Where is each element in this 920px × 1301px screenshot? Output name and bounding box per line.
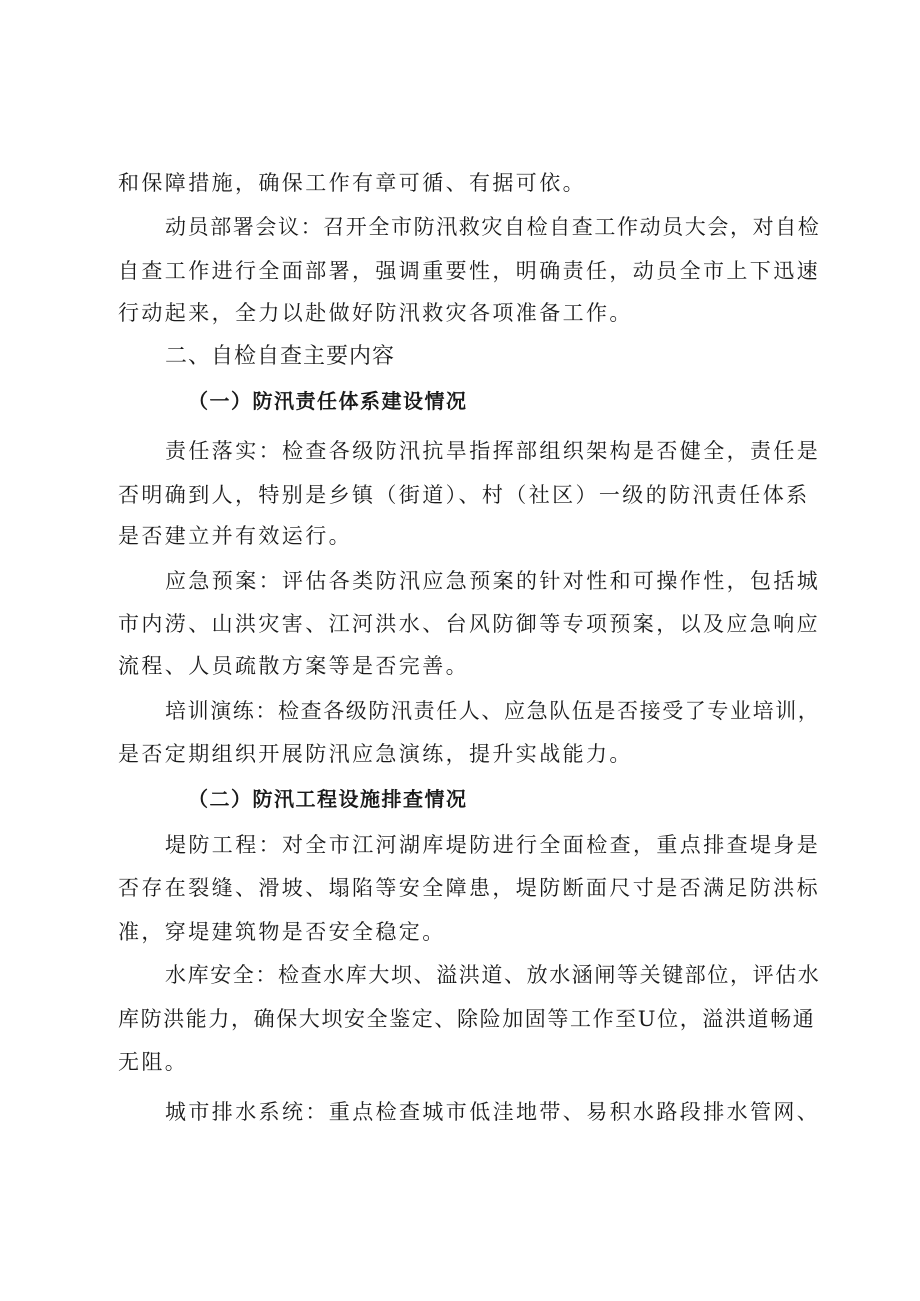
body-text-line: 否存在裂缝、滑坡、塌陷等安全障患，堤防断面尺寸是否满足防洪标 xyxy=(118,876,820,900)
body-text-line: 准，穿堤建筑物是否安全稳定。 xyxy=(118,920,446,944)
body-text-line: 流程、人员疏散方案等是否完善。 xyxy=(118,654,469,678)
body-text-line: 是否定期组织开展防汛应急演练，提升实战能力。 xyxy=(118,742,633,766)
body-text-line: 是否建立并有效运行。 xyxy=(118,524,352,548)
body-text-line: 应急预案：评估各类防汛应急预案的针对性和可操作性，包括城 xyxy=(165,569,821,593)
body-text-line: 城市排水系统：重点检查城市低洼地带、易积水路段排水管网、 xyxy=(165,1100,821,1124)
body-text-line: 自查工作进行全面部署，强调重要性，明确责任，动员全市上下迅速 xyxy=(118,259,820,283)
body-text-line: 行动起来，全力以赴做好防汛救灾各项准备工作。 xyxy=(118,301,633,325)
body-text-line: 无阻。 xyxy=(118,1050,189,1074)
body-text-line: 市内涝、山洪灾害、江河洪水、台风防御等专项预案，以及应急响应 xyxy=(118,612,820,636)
body-text-line: 堤防工程：对全市江河湖库堤防进行全面检查，重点排查堤身是 xyxy=(165,833,821,857)
body-text-line: 责任落实：检查各级防汛抗旱指挥部组织架构是否健全，责任是 xyxy=(165,439,821,463)
body-text-line: 水库安全：检查水库大坝、溢洪道、放水涵闸等关键部位，评估水 xyxy=(165,963,821,987)
section-heading: 二、自检自查主要内容 xyxy=(165,344,396,369)
body-text-line: 库防洪能力，确保大坝安全鉴定、除险加固等工作至U位，溢洪道畅通 xyxy=(118,1007,816,1031)
body-text-line: 和保障措施，确保工作有章可循、有据可依。 xyxy=(118,171,586,195)
subsection-heading: （一）防汛责任体系建设情况 xyxy=(188,389,468,413)
body-text-line: 培训演练：检查各级防汛责任人、应急队伍是否接受了专业培训， xyxy=(165,699,821,723)
body-text-line: 动员部署会议：召开全市防汛救灾自检自查工作动员大会，对自检 xyxy=(165,215,821,239)
subsection-heading: （二）防汛工程设施排查情况 xyxy=(188,787,468,811)
body-text-line: 否明确到人，特别是乡镇（街道）、村（社区）一级的防汛责任体系 xyxy=(118,483,810,507)
